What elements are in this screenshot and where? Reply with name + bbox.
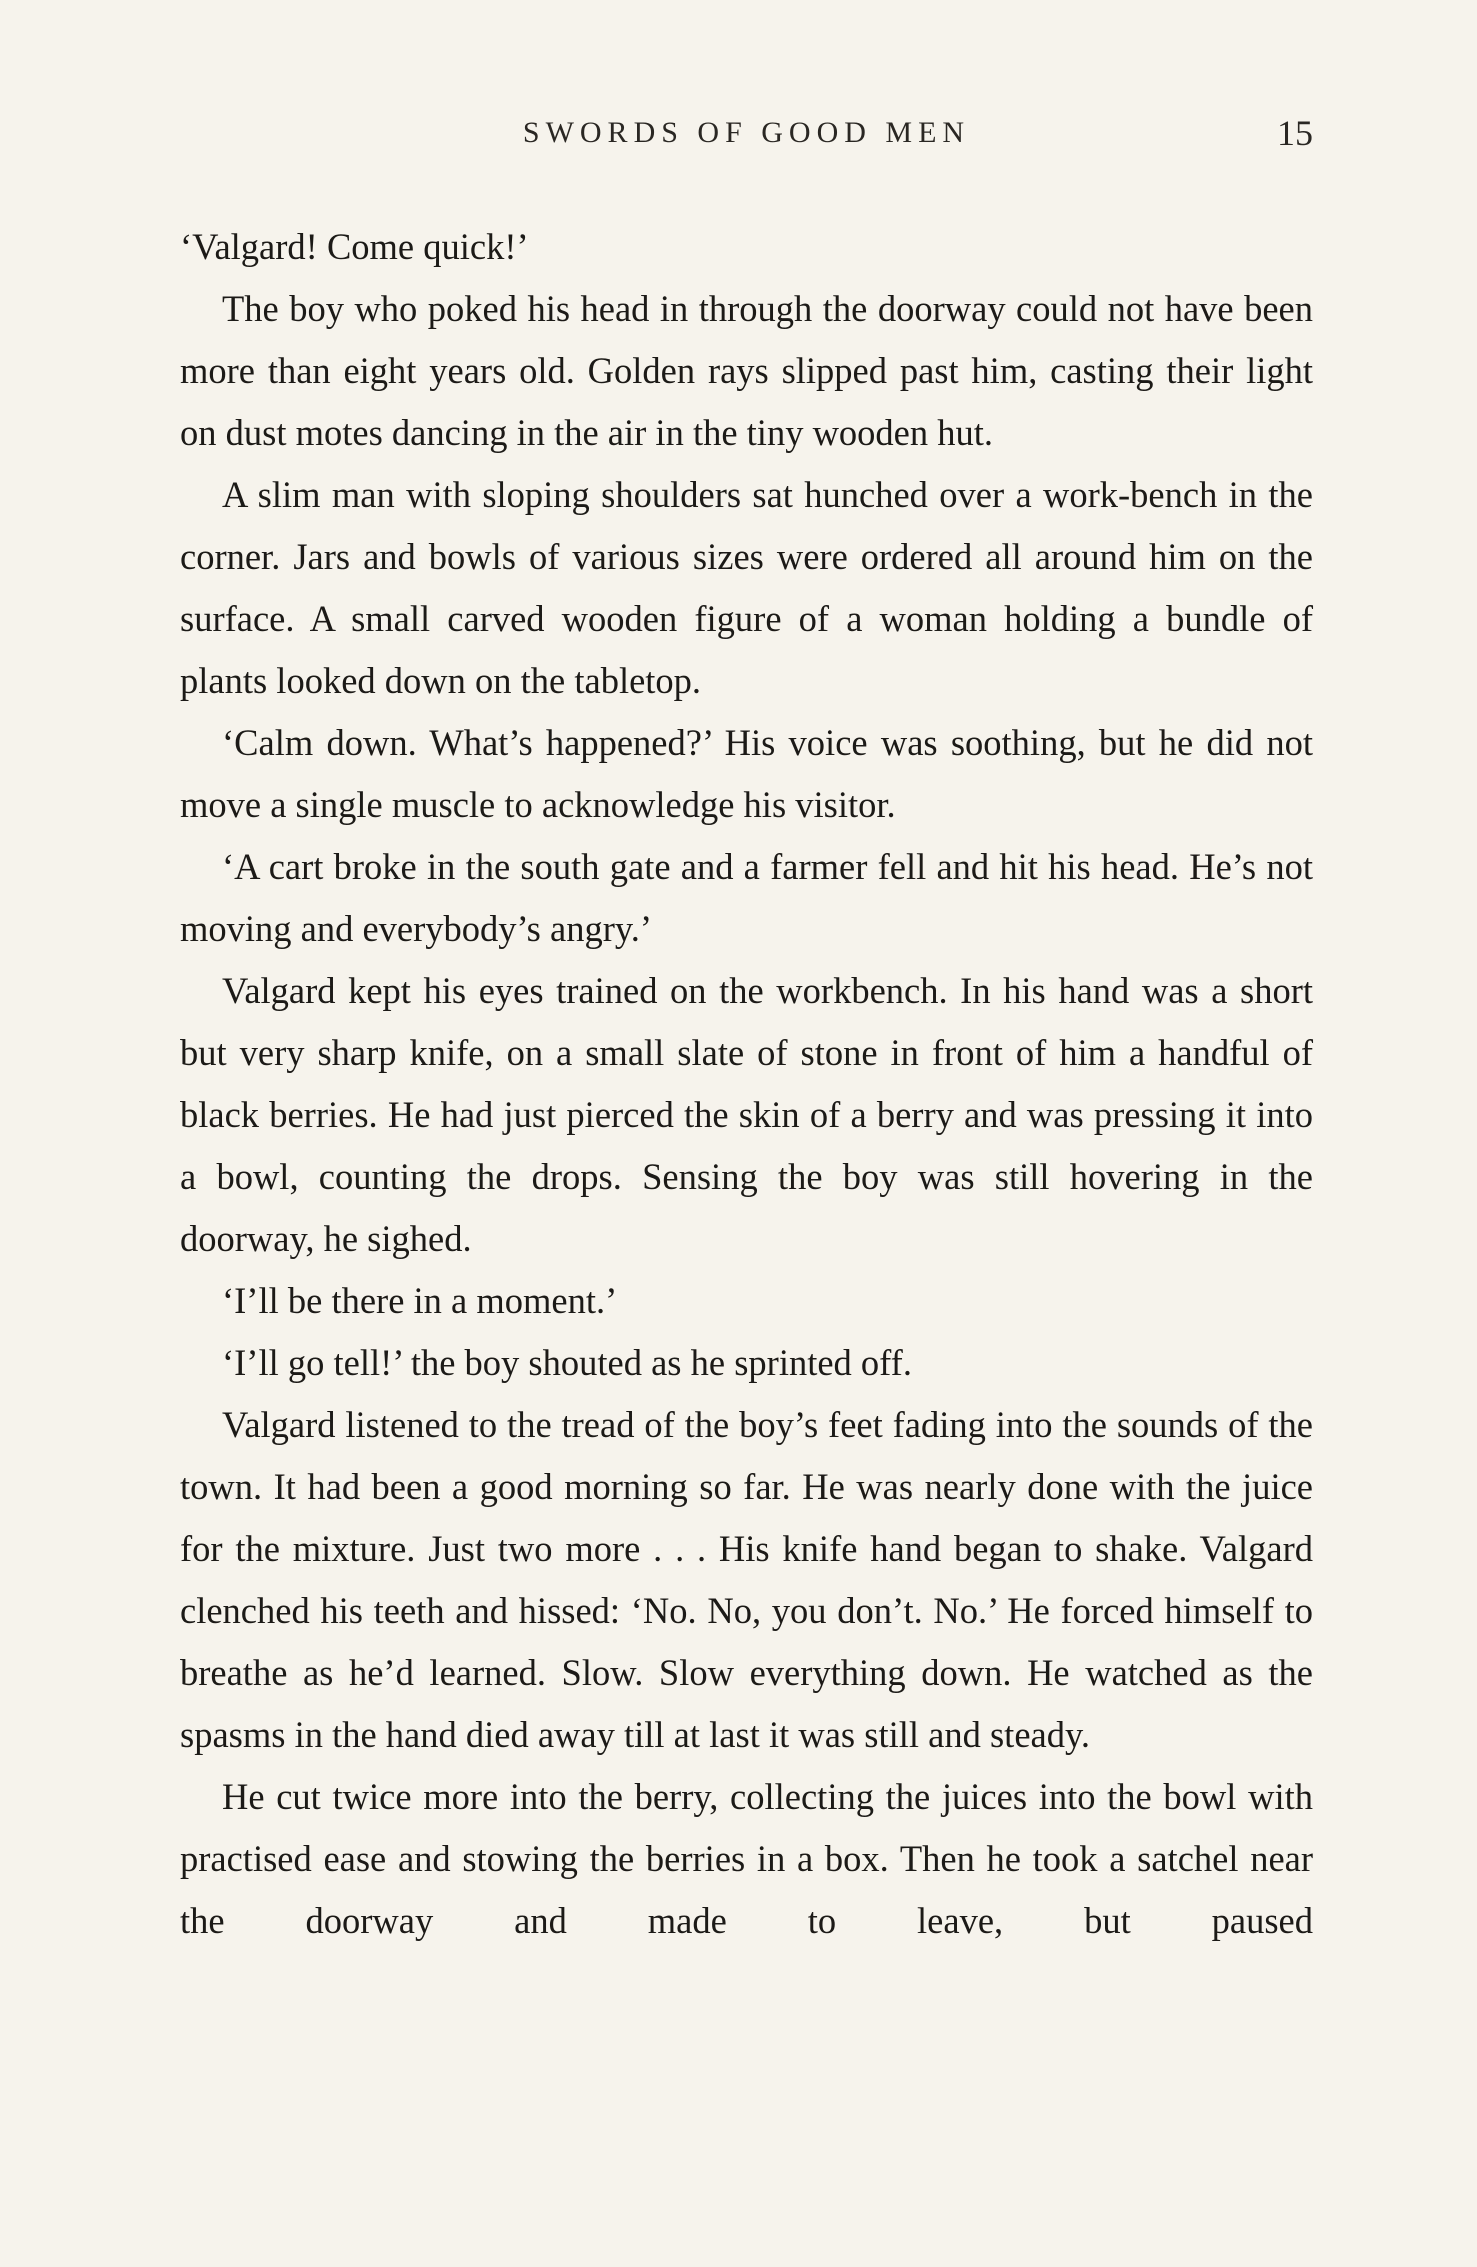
paragraph: The boy who poked his head in through the doorway could not have been more than eight years old. Golden rays slipped past him, casting their light on dust motes dancing in the air in the tiny wooden hut. (180, 288, 1313, 453)
running-head (180, 112, 1313, 160)
page-number: 15 (1277, 113, 1313, 153)
paragraph: Valgard kept his eyes trained on the workbench. In his hand was a short but very sharp knife, on a small slate of stone in front of him a handful of black berries. He had just pierced the skin of a berry and was pressing it into a bowl, counting the drops. Sensing the boy was still hovering in the doorway, he sighed. (180, 970, 1313, 1259)
paragraph: ‘A cart broke in the south gate and a farmer fell and hit his head. He’s not moving and everybody’s angry.’ (180, 846, 1313, 949)
paragraph: Valgard listened to the tread of the boy’s feet fading into the sounds of the town. It had been a good morning so far. He was nearly done with the juice for the mixture. Just two more . . . His knife hand began to shake. Valgard clenched his teeth and hissed: ‘No. No, you don’t. No.’ He forced himself to breathe as he’d learned. Slow. Slow everything down. He watched as the spasms in the hand died away till at last it was still and steady. (180, 1404, 1313, 1755)
paragraph: He cut twice more into the berry, collecting the juices into the bowl with practised ease and stowing the berries in a box. Then he took a satchel near the doorway and made to leave, but paused (180, 1776, 1313, 1941)
paragraph: A slim man with sloping shoulders sat hunched over a work-bench in the corner. Jars and bowls of various sizes were ordered all around him on the surface. A small carved wooden figure of a woman holding a bundle of plants looked down on the tabletop. (180, 474, 1313, 701)
body-text (180, 216, 1313, 1952)
paragraph: ‘I’ll be there in a moment.’ (222, 1280, 618, 1321)
paragraph: ‘Calm down. What’s happened?’ His voice was soothing, but he did not move a single muscle to acknowledge his visitor. (180, 722, 1313, 825)
paragraph: ‘I’ll go tell!’ the boy shouted as he sprinted off. (222, 1342, 912, 1383)
paragraph: ‘Valgard! Come quick!’ (180, 226, 529, 267)
running-title: SWORDS OF GOOD MEN (522, 116, 971, 149)
